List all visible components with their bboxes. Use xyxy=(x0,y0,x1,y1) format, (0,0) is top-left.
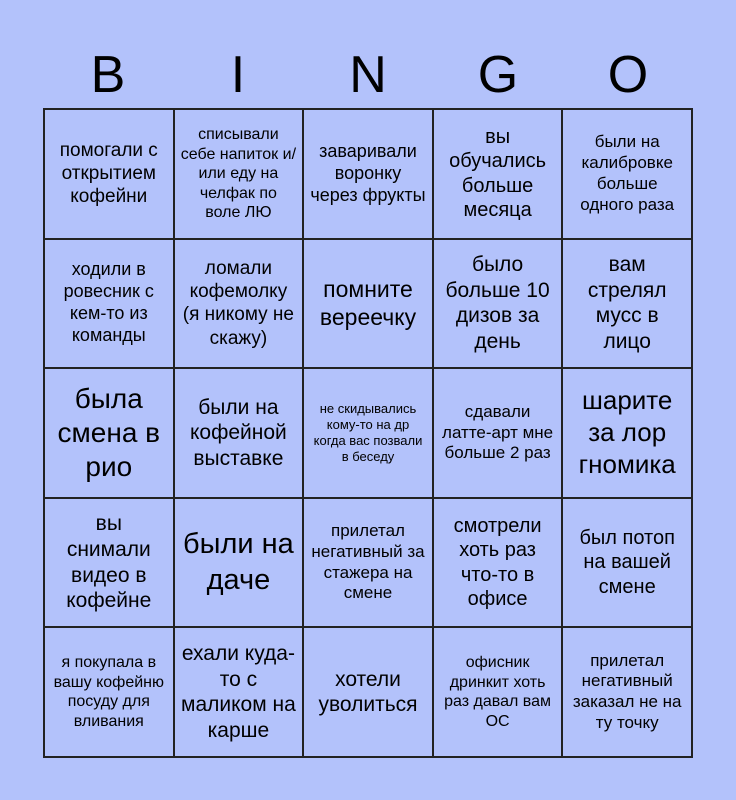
header-letter-g: G xyxy=(477,46,519,104)
bingo-cell[interactable]: списывали себе напиток и/или еду на челфак по воле ЛЮ xyxy=(174,109,304,239)
bingo-header xyxy=(43,42,693,108)
bingo-cell[interactable]: помогали с открытием кофейни xyxy=(44,109,174,239)
bingo-cell[interactable]: был потоп на вашей смене xyxy=(562,498,692,628)
bingo-cell[interactable]: прилетал негативный заказал не на ту точку xyxy=(562,627,692,757)
bingo-cell[interactable]: сдавали латте-арт мне больше 2 раз xyxy=(433,368,563,498)
header-letter-i: I xyxy=(230,46,246,104)
bingo-card xyxy=(43,108,693,758)
bingo-cell[interactable]: смотрели хоть раз что-то в офисе xyxy=(433,498,563,628)
bingo-cell[interactable]: помните вереечку xyxy=(303,239,433,369)
bingo-cell[interactable]: была смена в рио xyxy=(44,368,174,498)
header-letter-b: B xyxy=(90,46,126,104)
bingo-cell[interactable]: были на даче xyxy=(174,498,304,628)
bingo-cell[interactable]: ходили в ровесник с кем-то из команды xyxy=(44,239,174,369)
bingo-cell[interactable]: шарите за лор гномика xyxy=(562,368,692,498)
bingo-cell[interactable]: я покупала в вашу кофейню посуду для вливания xyxy=(44,627,174,757)
bingo-cell[interactable]: были на кофейной выставке xyxy=(174,368,304,498)
bingo-cell[interactable]: хотели уволиться xyxy=(303,627,433,757)
bingo-cell[interactable]: было больше 10 дизов за день xyxy=(433,239,563,369)
bingo-cell[interactable]: были на калибровке больше одного раза xyxy=(562,109,692,239)
header-letter-n: N xyxy=(349,46,387,104)
header-letter-o: O xyxy=(607,46,649,104)
bingo-cell[interactable]: вы обучались больше месяца xyxy=(433,109,563,239)
bingo-cell[interactable]: офисник дринкит хоть раз давал вам ОС xyxy=(433,627,563,757)
bingo-cell[interactable]: заваривали воронку через фрукты xyxy=(303,109,433,239)
bingo-cell[interactable]: не скидывались кому-то на др когда вас позвали в беседу xyxy=(303,368,433,498)
bingo-cell[interactable]: ломали кофемолку (я никому не скажу) xyxy=(174,239,304,369)
bingo-cell[interactable]: вы снимали видео в кофейне xyxy=(44,498,174,628)
bingo-cell[interactable]: вам стрелял мусс в лицо xyxy=(562,239,692,369)
bingo-cell[interactable]: прилетал негативный за стажера на смене xyxy=(303,498,433,628)
bingo-cell[interactable]: ехали куда-то с маликом на карше xyxy=(174,627,304,757)
